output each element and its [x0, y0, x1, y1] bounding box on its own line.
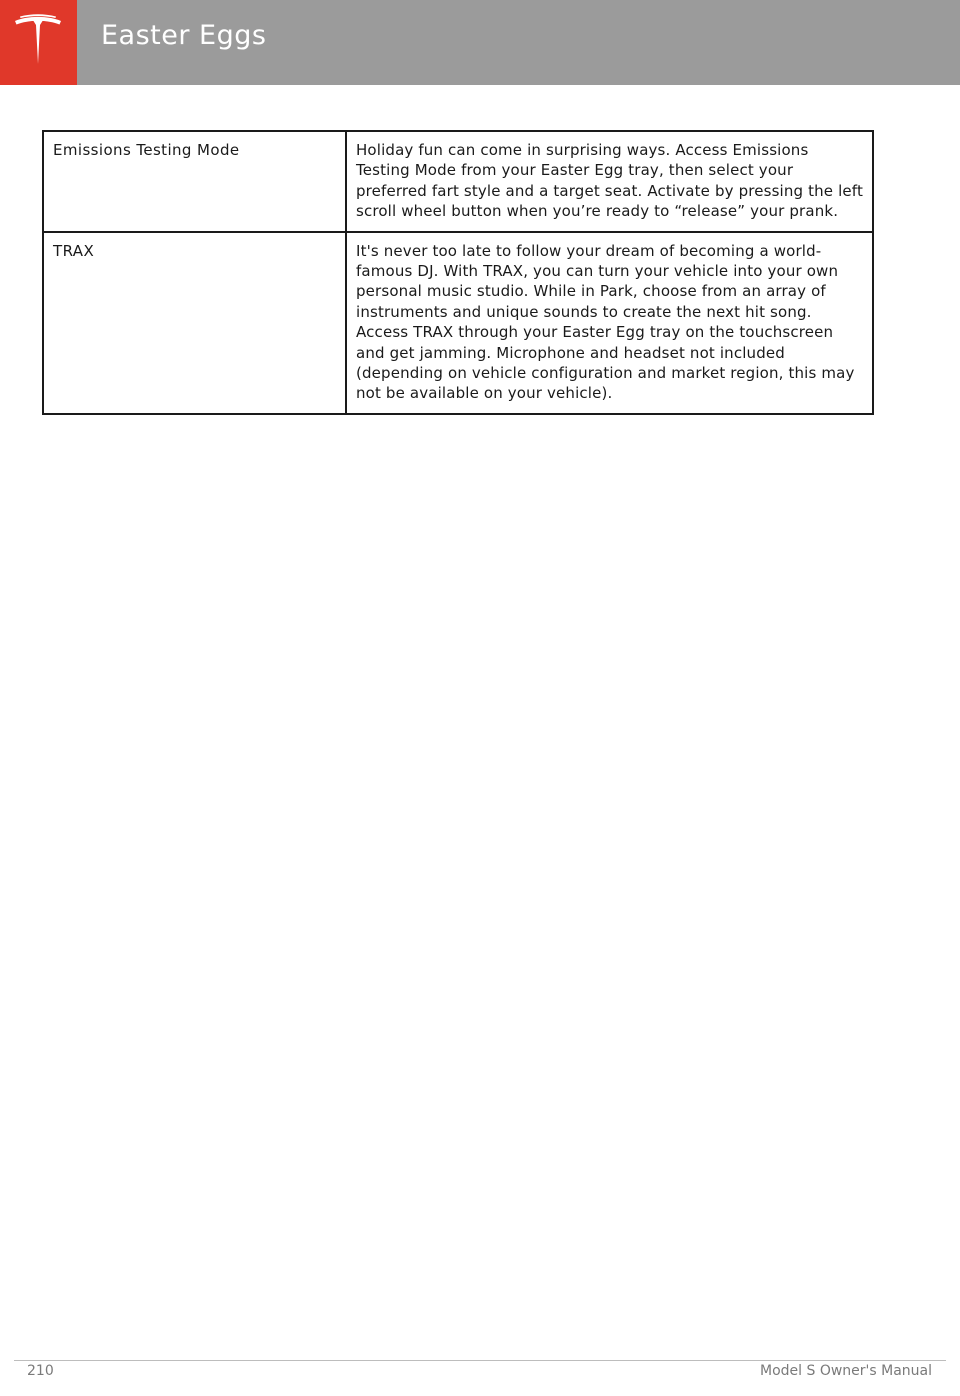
easter-egg-description: It's never too late to follow your dream of becoming a world-famous DJ. With TRAX, you can turn your vehicle into your own personal music studio. While in Park, choose from an array of instruments and unique sounds to create the next hit song. Access TRAX through your Easter Egg tray on the touchscreen and get jamming. Microphone and headset not included (depending on vehicle configuration and market region, this may not be available on your vehicle). — [346, 232, 873, 414]
page-number: 210 — [27, 1363, 54, 1379]
easter-egg-description: Holiday fun can come in surprising ways. Access Emissions Testing Mode from your Easter Egg tray, then select your preferred fart style and a target seat. Activate by pressing the left scroll wheel button when you’re ready to “release” your prank. — [346, 131, 873, 232]
table-row — [43, 131, 873, 232]
tesla-logo-icon — [13, 14, 63, 66]
logo-box — [0, 0, 77, 85]
page-header — [0, 0, 960, 85]
easter-egg-name: Emissions Testing Mode — [43, 131, 346, 232]
easter-egg-name: TRAX — [43, 232, 346, 414]
section-title: Easter Eggs — [101, 20, 267, 51]
footer-divider — [14, 1360, 946, 1361]
manual-title: Model S Owner's Manual — [760, 1363, 932, 1379]
table-row — [43, 232, 873, 414]
easter-eggs-table — [42, 130, 874, 415]
